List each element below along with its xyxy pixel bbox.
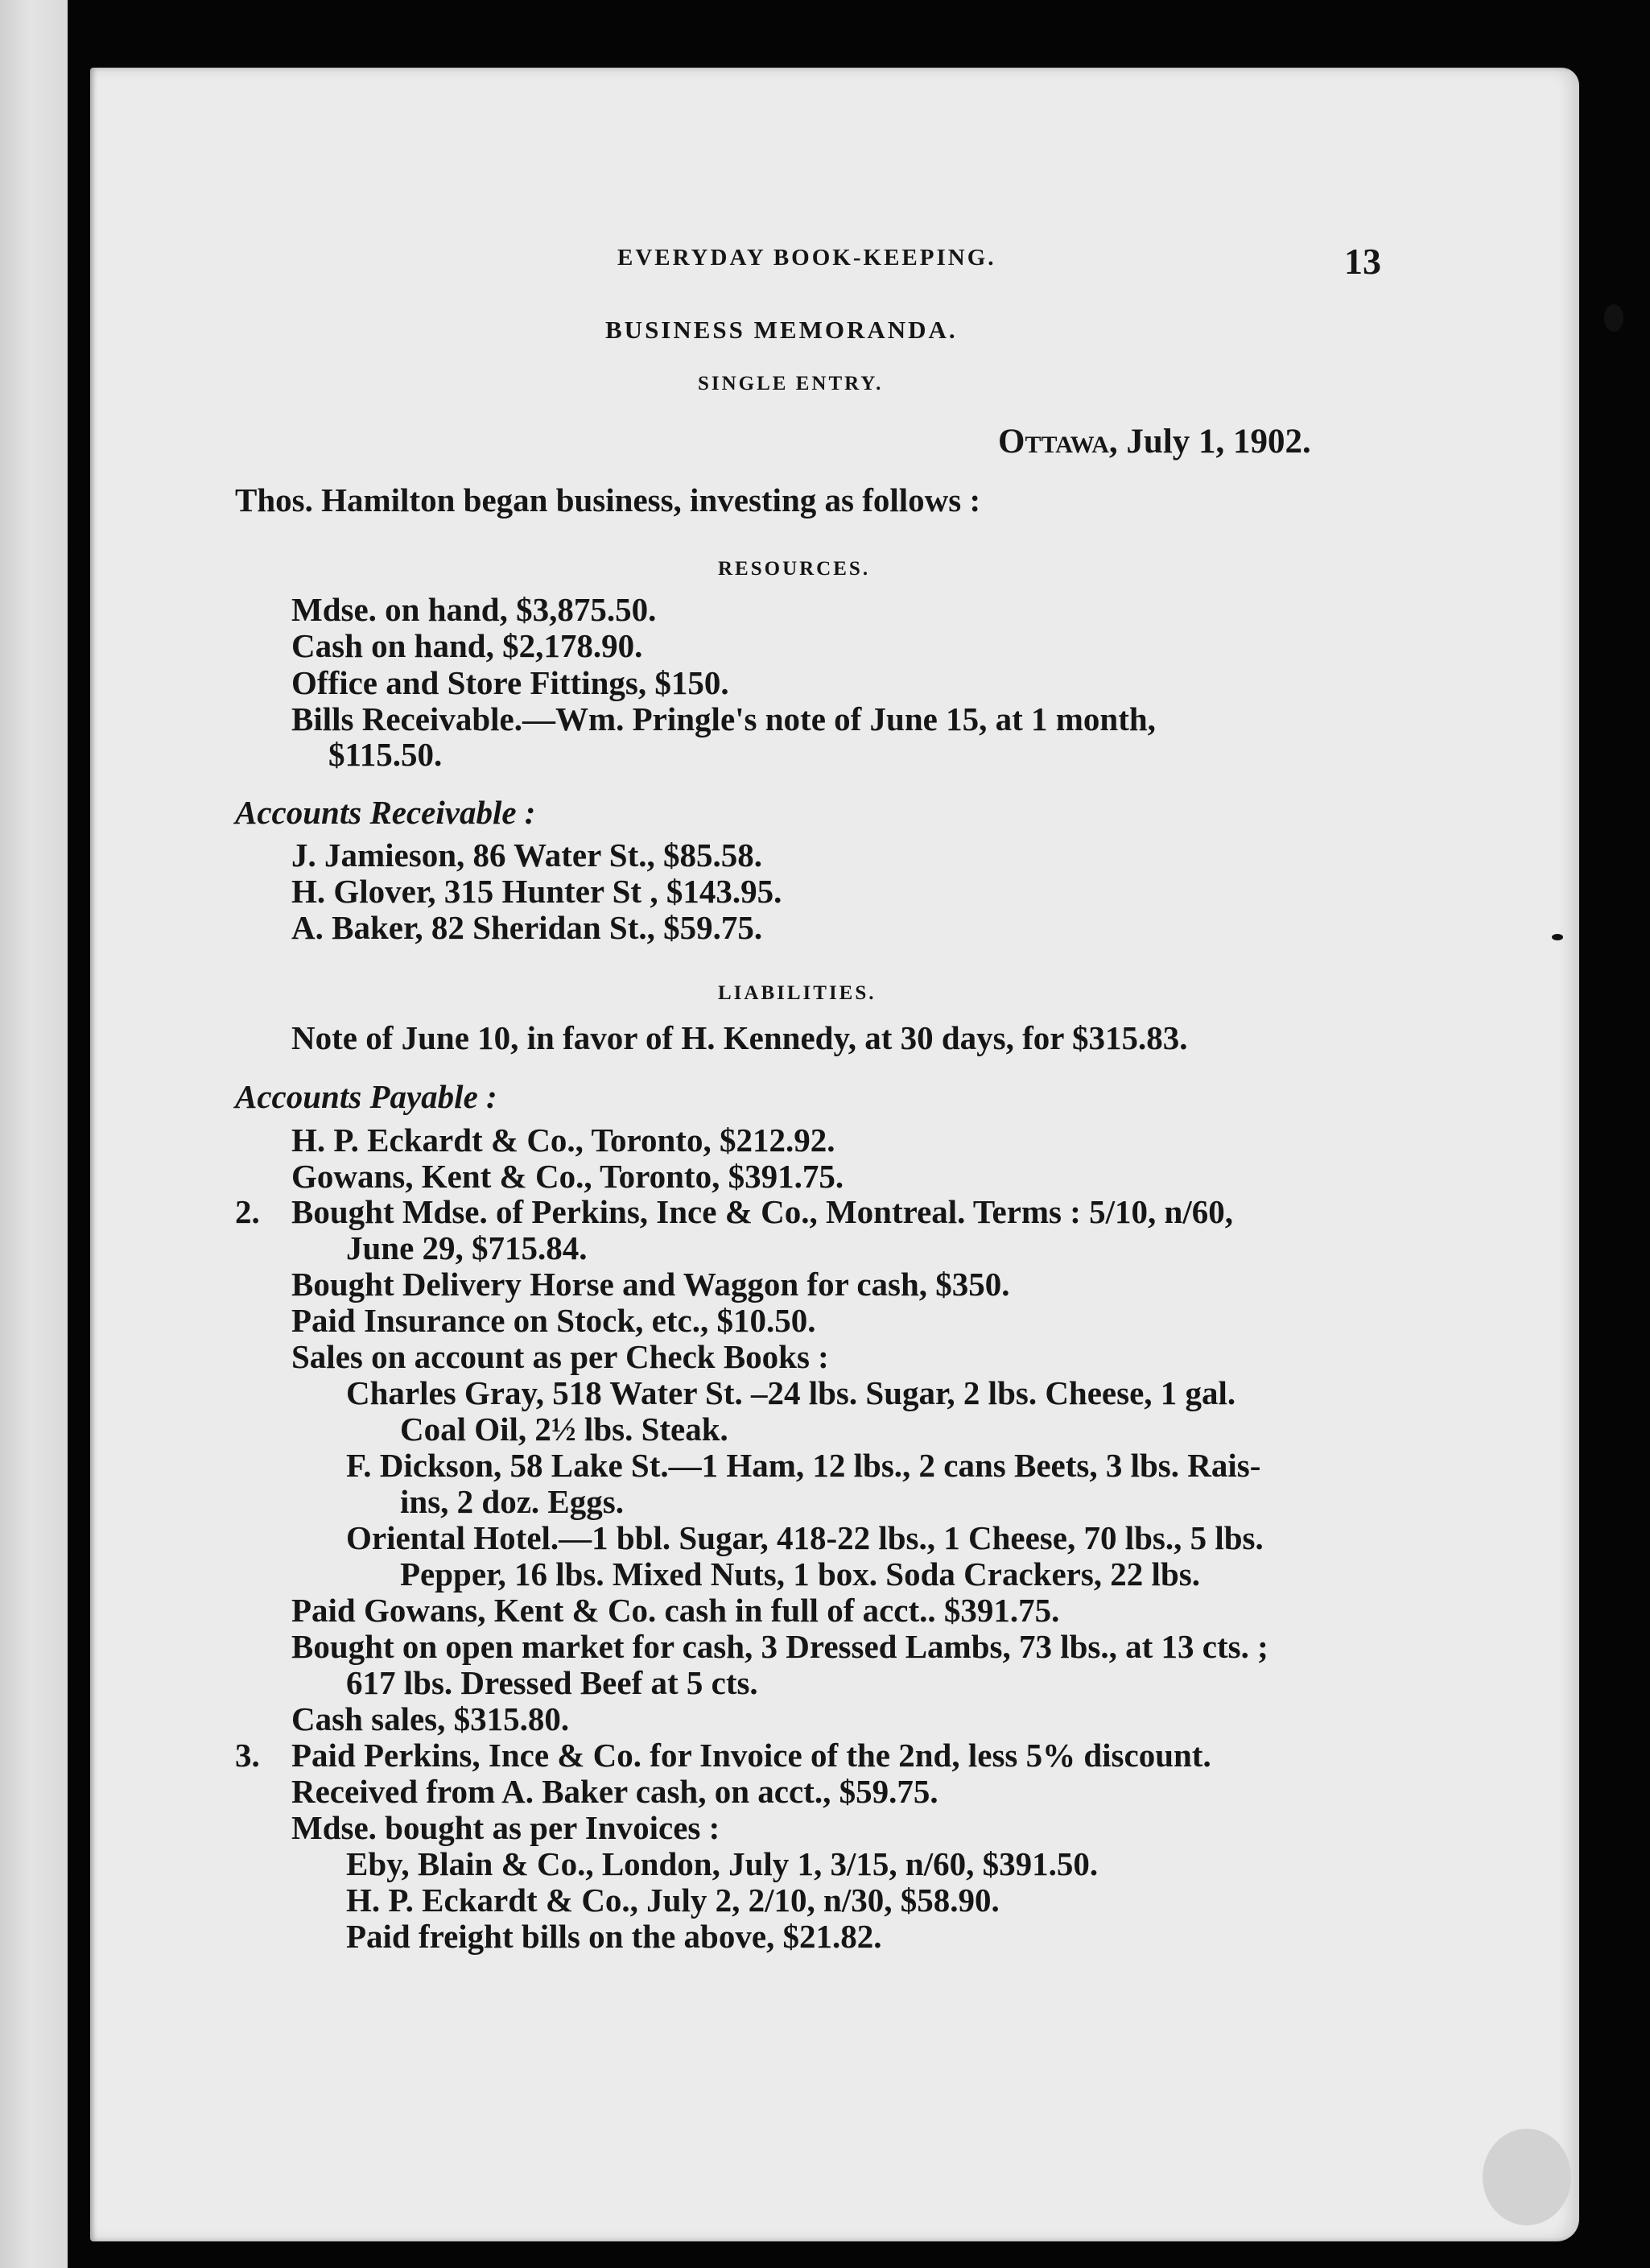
entry-line: Paid Gowans, Kent & Co. cash in full of acct.. $391.75.	[291, 1592, 1060, 1629]
entry-line: Bought Delivery Horse and Waggon for cash, $350.	[291, 1266, 1010, 1303]
entry-line: H. P. Eckardt & Co., July 2, 2/10, n/30, $58.90.	[346, 1882, 1000, 1919]
dateline-date: , July 1, 1902.	[1108, 423, 1311, 461]
resource-line: Office and Store Fittings, $150.	[291, 664, 729, 701]
payable-line: Gowans, Kent & Co., Toronto, $391.75.	[291, 1158, 844, 1195]
entry-line: Coal Oil, 2½ lbs. Steak.	[400, 1411, 728, 1448]
entry-line: Cash sales, $315.80.	[291, 1700, 570, 1737]
entry-line: F. Dickson, 58 Lake St.—1 Ham, 12 lbs., 2 cans Beets, 3 lbs. Rais-	[346, 1447, 1261, 1484]
accounts-payable-heading: Accounts Payable :	[235, 1078, 497, 1115]
resource-line: Bills Receivable.—Wm. Pringle's note of June 15, at 1 month,	[291, 700, 1156, 737]
liability-note: Note of June 10, in favor of H. Kennedy, at 30 days, for $315.83.	[291, 1019, 1188, 1056]
entry-line: Pepper, 16 lbs. Mixed Nuts, 1 box. Soda Crackers, 22 lbs.	[400, 1555, 1200, 1593]
resource-line: $115.50.	[328, 736, 443, 773]
entry-line: Sales on account as per Check Books :	[291, 1338, 829, 1375]
dateline	[998, 424, 1311, 459]
payable-line: H. P. Eckardt & Co., Toronto, $212.92.	[291, 1122, 835, 1159]
receivable-line: H. Glover, 315 Hunter St , $143.95.	[291, 873, 782, 910]
day-number: 3.	[235, 1737, 260, 1774]
running-title: EVERYDAY BOOK-KEEPING.	[617, 245, 996, 271]
page-corner-wear	[1483, 2129, 1571, 2225]
book-page	[90, 68, 1579, 2241]
entry-line: Bought Mdse. of Perkins, Ince & Co., Montreal. Terms : 5/10, n/60,	[291, 1193, 1234, 1230]
entry-line: Paid Perkins, Ince & Co. for Invoice of the 2nd, less 5% discount.	[291, 1737, 1211, 1774]
intro-text: Thos. Hamilton began business, investing as follows :	[235, 481, 981, 518]
receivable-line: J. Jamieson, 86 Water St., $85.58.	[291, 837, 763, 874]
liabilities-heading: LIABILITIES.	[718, 982, 877, 1004]
dateline-city: Ottawa	[998, 423, 1109, 461]
entry-line: Paid Insurance on Stock, etc., $10.50.	[291, 1302, 816, 1339]
entry-line: 617 lbs. Dressed Beef at 5 cts.	[346, 1664, 758, 1701]
entry-line: Bought on open market for cash, 3 Dressed Lambs, 73 lbs., at 13 cts. ;	[291, 1628, 1268, 1665]
resource-line: Cash on hand, $2,178.90.	[291, 627, 643, 664]
resource-line: Mdse. on hand, $3,875.50.	[291, 591, 657, 628]
dust-speck	[1604, 304, 1623, 332]
entry-line: Received from A. Baker cash, on acct., $59.75.	[291, 1773, 938, 1810]
receivable-line: A. Baker, 82 Sheridan St., $59.75.	[291, 909, 763, 946]
entry-line: Paid freight bills on the above, $21.82.	[346, 1918, 882, 1955]
entry-line: June 29, $715.84.	[346, 1229, 588, 1266]
entry-line: Charles Gray, 518 Water St. –24 lbs. Sugar, 2 lbs. Cheese, 1 gal.	[346, 1374, 1236, 1411]
adjacent-page-edge	[0, 0, 68, 2268]
day-number: 2.	[235, 1193, 260, 1230]
entry-line: Mdse. bought as per Invoices :	[291, 1809, 720, 1846]
section-title: BUSINESS MEMORANDA.	[605, 316, 958, 344]
page-number: 13	[1344, 241, 1381, 282]
dust-speck	[1552, 934, 1563, 940]
accounts-receivable-heading: Accounts Receivable :	[235, 794, 536, 831]
entry-line: Eby, Blain & Co., London, July 1, 3/15, n/60, $391.50.	[346, 1845, 1099, 1882]
resources-heading: RESOURCES.	[718, 558, 871, 580]
entry-line: ins, 2 doz. Eggs.	[400, 1483, 624, 1520]
section-subtitle: SINGLE ENTRY.	[698, 373, 884, 395]
entry-line: Oriental Hotel.—1 bbl. Sugar, 418-22 lbs., 1 Cheese, 70 lbs., 5 lbs.	[346, 1519, 1264, 1556]
